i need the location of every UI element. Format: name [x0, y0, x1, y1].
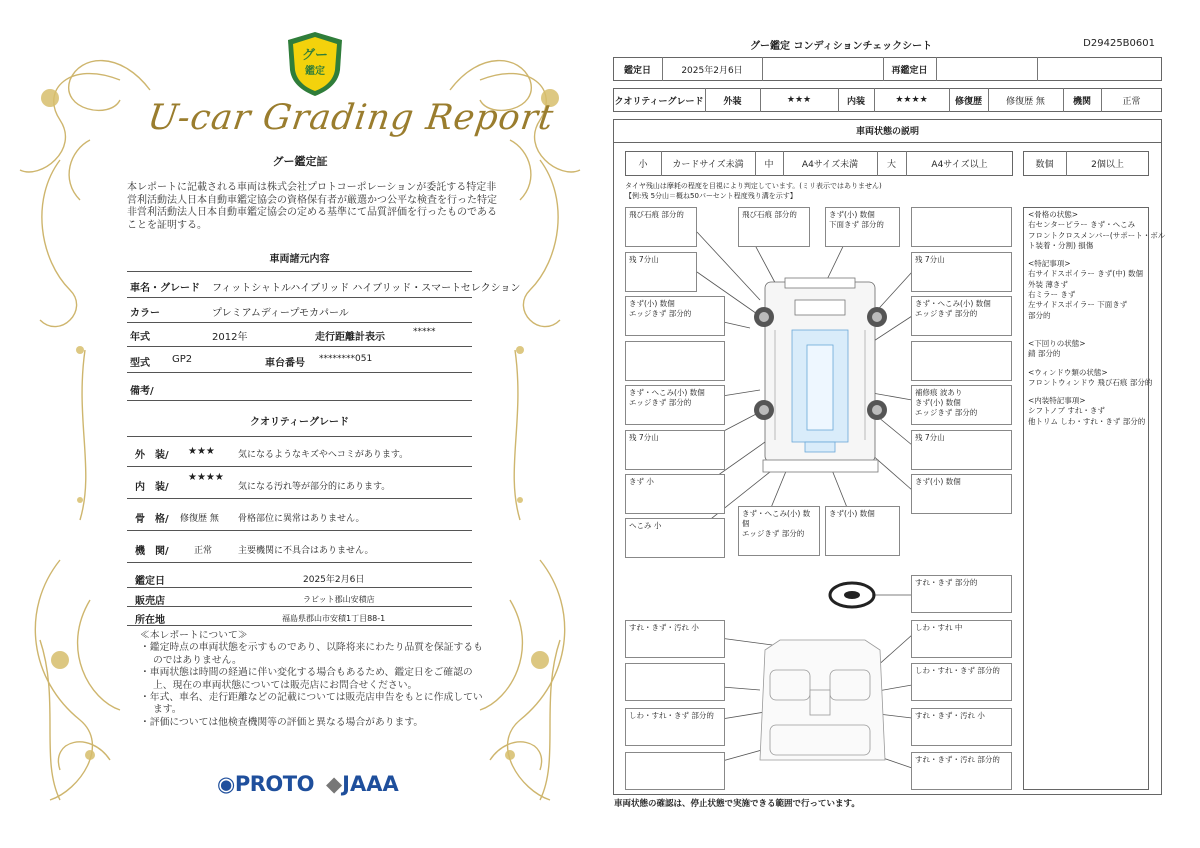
note-line: フロントウィンドウ 飛び石痕 部分的 [1028, 377, 1153, 387]
note-line: 他トリム しわ・すれ・きず 部分的 [1028, 416, 1146, 426]
interior-note [625, 663, 725, 701]
chassis-value: ********051 [319, 354, 373, 364]
tire-example-note: 【例:残 5分山＝概ね50パーセント程度残り溝を示す】 [625, 192, 797, 200]
divider [127, 297, 472, 298]
note-line: 外装 薄きず [1028, 279, 1068, 289]
note-heading: <ウィンドウ類の状態> [1028, 367, 1108, 377]
quality-stars-interior: ★★★★ [188, 472, 224, 483]
appraisal-date-label: 鑑定日 [135, 576, 165, 587]
exterior-note: きず・へこみ(小) 数個 エッジきず 部分的 [625, 385, 725, 425]
spacer [1028, 388, 1168, 396]
note-item: ・車両状態は時間の経過に伴い変化する場合もあるため、鑑定日をご確認の上、現在の車両状態については販売店にお問合せください。 [140, 667, 473, 691]
badge-line2: 鑑定 [305, 66, 325, 77]
shop-value: ラビット郡山安積店 [303, 595, 375, 604]
quality-label-exterior: 外 装/ [135, 450, 169, 461]
count-label: 数個 [1035, 160, 1054, 170]
proto-mark-icon: ◉ [217, 772, 235, 796]
report-notes [140, 630, 490, 729]
address-value: 福島県郡山市安積1丁目88-1 [282, 614, 386, 623]
divider [127, 466, 472, 467]
exterior-note: 飛び石痕 部分的 [738, 207, 810, 247]
exterior-note: きず(小) 数個 エッジきず 部分的 [625, 296, 725, 336]
quality-desc-engine: 主要機関に不具合はありません。 [238, 546, 374, 556]
note-line: フロントクロスメンバー(サポート・ボルト装着・分割) 損傷 [1028, 230, 1166, 250]
reappraisal-date-label: 再鑑定日 [891, 65, 928, 76]
chassis-label: 車台番号 [265, 358, 305, 369]
model-label: 型式 [130, 358, 150, 369]
note-line: 錆 部分的 [1028, 349, 1061, 359]
proto-logo: ◉PROTO [217, 772, 314, 796]
divider [127, 625, 472, 626]
year-label: 年式 [130, 332, 150, 343]
note-line: 部分的 [1028, 310, 1051, 320]
exterior-note [625, 341, 725, 381]
document-id: D29425B0601 [1083, 38, 1155, 49]
quality-desc-frame: 骨格部位に異常はありません。 [238, 514, 365, 524]
note-line: 左サイドスポイラー 下面きず [1028, 300, 1128, 310]
quality-stars-exterior: ★★★ [188, 446, 215, 457]
spacer [1028, 360, 1168, 368]
interior-note: すれ・きず 部分的 [911, 575, 1012, 613]
interior-note [625, 752, 725, 790]
note-line: 右ミラー きず [1028, 290, 1076, 300]
divider [127, 346, 472, 347]
tire-note-box: 残 7分山 [625, 430, 725, 470]
report-title: U-car Grading Report [145, 98, 557, 138]
condition-title: 車両状態の説明 [613, 119, 1162, 143]
spacer [1028, 321, 1168, 339]
year-value: 2012年 [212, 332, 248, 343]
engine-value: 正常 [1122, 96, 1141, 107]
divider [127, 271, 472, 272]
size-medium-desc: A4サイズ未満 [801, 160, 859, 170]
interior-note: すれ・きず・汚れ 小 [911, 708, 1012, 746]
tire-note-box: 残 7分山 [625, 252, 697, 292]
special-notes [1028, 210, 1168, 427]
repair-history-label: 修復歴 [954, 96, 982, 107]
quality-grade-label: クオリティーグレード [614, 96, 704, 107]
quality-desc-interior: 気になる汚れ等が部分的にあります。 [238, 482, 391, 492]
divider [127, 400, 472, 401]
quality-label-engine: 機 関/ [135, 546, 169, 557]
address-label: 所在地 [135, 615, 165, 626]
note-heading: <内装特記事項> [1028, 396, 1086, 406]
color-value: プレミアムディープモカパール [212, 308, 349, 319]
tire-note: タイヤ残山は摩耗の程度を目視により判定しています。(ミリ表示ではありません) [625, 182, 882, 190]
quality-value-frame: 修復歴 無 [180, 514, 219, 524]
exterior-note: へこみ 小 [625, 518, 725, 558]
note-item: ・鑑定時点の車両状態を示すものであり、以降将来にわたり品質を保証するものではありません。 [140, 642, 483, 666]
tire-note-box: 残 7分山 [911, 252, 1012, 292]
mileage-label: 走行距離計表示 [315, 332, 385, 343]
model-value: GP2 [172, 354, 193, 365]
badge-line1: グー [301, 48, 328, 63]
engine-label: 機関 [1072, 96, 1091, 107]
jaaa-logo: ◆JAAA [326, 772, 399, 796]
note-item: ・評価については他検査機関等の評価と異なる場合があります。 [140, 716, 424, 728]
size-small: 小 [638, 160, 648, 170]
interior-note: しわ・すれ・きず 部分的 [625, 708, 725, 746]
interior-diagram [760, 640, 885, 760]
note-heading: <下回りの状態> [1028, 338, 1086, 348]
repair-history-value: 修復歴 無 [1006, 96, 1045, 107]
exterior-label: 外装 [723, 96, 742, 107]
exterior-note [911, 341, 1012, 381]
exterior-note: 飛び石痕 部分的 [625, 207, 697, 247]
divider [127, 322, 472, 323]
note-item: ・年式、車名、走行距離などの記載については販売店申告をもとに作成しています。 [140, 692, 483, 716]
spacer [1028, 251, 1168, 259]
interior-note: しわ・すれ・きず 部分的 [911, 663, 1012, 701]
footer-note: 車両状態の確認は、停止状態で実施できる範囲で行っています。 [614, 799, 860, 809]
exterior-note: きず・へこみ(小) 数個 エッジきず 部分的 [911, 296, 1012, 336]
divider [127, 530, 472, 531]
interior-note: すれ・きず・汚れ 部分的 [911, 752, 1012, 790]
exterior-note: きず(小) 数個 下面きず 部分的 [825, 207, 900, 247]
car-name-label: 車名・グレード [130, 283, 200, 294]
size-large-desc: A4サイズ以上 [931, 160, 988, 170]
exterior-note: 補修痕 波あり きず(小) 数個 エッジきず 部分的 [911, 385, 1012, 425]
exterior-note [911, 207, 1012, 247]
sheet-title: グー鑑定 コンディションチェックシート [750, 41, 933, 52]
note-line: シフトノブ すれ・きず [1028, 406, 1105, 416]
exterior-note: きず・へこみ(小) 数個 エッジきず 部分的 [738, 506, 820, 556]
note-line: 右サイドスポイラー きず(中) 数個 [1028, 269, 1144, 279]
note-heading: <骨格の状態> [1028, 210, 1079, 219]
divider [127, 498, 472, 499]
note-line: 右センターピラー きず・へこみ [1028, 220, 1136, 230]
divider [127, 372, 472, 373]
interior-note: すれ・きず・汚れ 小 [625, 620, 725, 658]
condition-check-sheet [600, 0, 1200, 848]
interior-note: しわ・すれ 中 [911, 620, 1012, 658]
shop-label: 販売店 [135, 596, 165, 607]
remarks-label: 備考/ [130, 386, 154, 397]
car-name-value: フィットシャトルハイブリッド ハイブリッド・スマートセレクション [212, 283, 521, 294]
size-small-desc: カードサイズ未満 [672, 160, 744, 170]
quality-desc-exterior: 気になるようなキズやヘコミがあります。 [238, 450, 409, 460]
appraisal-date-value: 2025年2月6日 [303, 575, 365, 585]
steering-wheel-icon [830, 583, 874, 607]
color-label: カラー [130, 308, 160, 319]
note-heading: <特記事項> [1028, 259, 1071, 269]
exterior-note: きず(小) 数個 [825, 506, 900, 556]
divider [127, 436, 472, 437]
certificate-title: グー鑑定証 [272, 155, 328, 168]
interior-value: ★★★★ [895, 95, 928, 105]
appraisal-date-value: 2025年2月6日 [681, 65, 743, 76]
tire-note-box: 残 7分山 [911, 430, 1012, 470]
exterior-value: ★★★ [786, 95, 812, 105]
mileage-value: ***** [413, 327, 436, 337]
size-medium: 中 [764, 160, 774, 170]
quality-title: クオリティーグレード [250, 417, 349, 428]
certificate-body: 本レポートに記載される車両は株式会社プロトコーポレーションが委託する特定非営利活動法人日本自動車鑑定協会の資格保有者が厳選かつ公平な検査を行った特定非営利活動法人日本自動車鑑定協会の定める基準にて品質評価を行ったものであることを証明する。 [127, 182, 497, 231]
quality-value-engine: 正常 [194, 546, 213, 556]
divider [127, 562, 472, 563]
quality-label-frame: 骨 格/ [135, 514, 169, 525]
divider [127, 606, 472, 607]
notes-title: ≪本レポートについて≫ [140, 630, 248, 641]
exterior-note: きず 小 [625, 474, 725, 514]
appraisal-date-label: 鑑定日 [623, 65, 651, 76]
divider [127, 587, 472, 588]
exterior-note: きず(小) 数個 [911, 474, 1012, 514]
size-large: 大 [886, 160, 896, 170]
jaaa-mark-icon: ◆ [326, 772, 343, 796]
interior-label: 内装 [846, 96, 865, 107]
quality-label-interior: 内 装/ [135, 482, 169, 493]
specs-title: 車両諸元内容 [269, 254, 330, 265]
count-desc: 2個以上 [1091, 160, 1124, 170]
